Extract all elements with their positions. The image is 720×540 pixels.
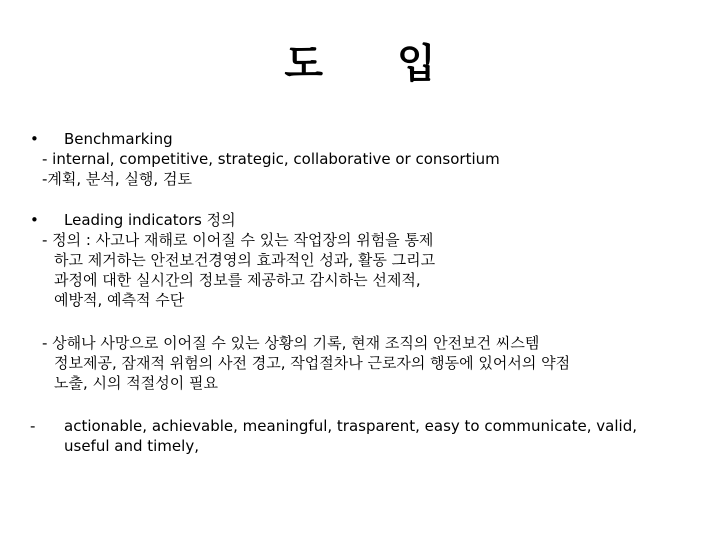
benchmarking-steps: -계획, 분석, 실행, 검토 [42,170,192,188]
attributes-text-continued: useful and timely, [64,437,199,455]
leading-indicators-heading: Leading indicators 정의 [64,211,236,229]
slide-title: 도 입 [284,41,436,87]
detail-line: 노출, 시의 적절성이 필요 [54,374,218,392]
benchmarking-heading-line [30,129,500,149]
detail-line: - 상해나 사망으로 이어질 수 있는 상황의 기록, 현재 조직의 안전보건 씨스템 [42,334,540,352]
attributes-text: actionable, achievable, meaningful, trasparent, easy to communicate, valid, [64,417,637,435]
benchmarking-section [30,129,500,189]
definition-line: 과정에 대한 실시간의 정보를 제공하고 감시하는 선제적, [54,271,421,289]
detail-line: 정보제공, 잠재적 위험의 사전 경고, 작업절차나 근로자의 행동에 있어서의 약점 [54,354,571,372]
definition-line: - 정의 : 사고나 재해로 이어질 수 있는 작업장의 위험을 통제 [42,231,434,249]
bullet-icon: • [30,130,39,148]
benchmarking-types: - internal, competitive, strategic, collaborative or consortium [42,150,500,168]
leading-indicators-section [30,210,435,310]
bullet-icon: • [30,211,39,229]
leading-indicators-heading-line [30,210,435,230]
attributes-line [30,416,637,436]
benchmarking-heading: Benchmarking [64,130,173,148]
leading-indicators-detail [30,333,570,393]
dash-icon: - [30,417,36,435]
definition-line: 예방적, 예측적 수단 [54,291,185,309]
definition-line: 하고 제거하는 안전보건경영의 효과적인 성과, 활동 그리고 [54,251,436,269]
attributes-section [30,416,637,456]
